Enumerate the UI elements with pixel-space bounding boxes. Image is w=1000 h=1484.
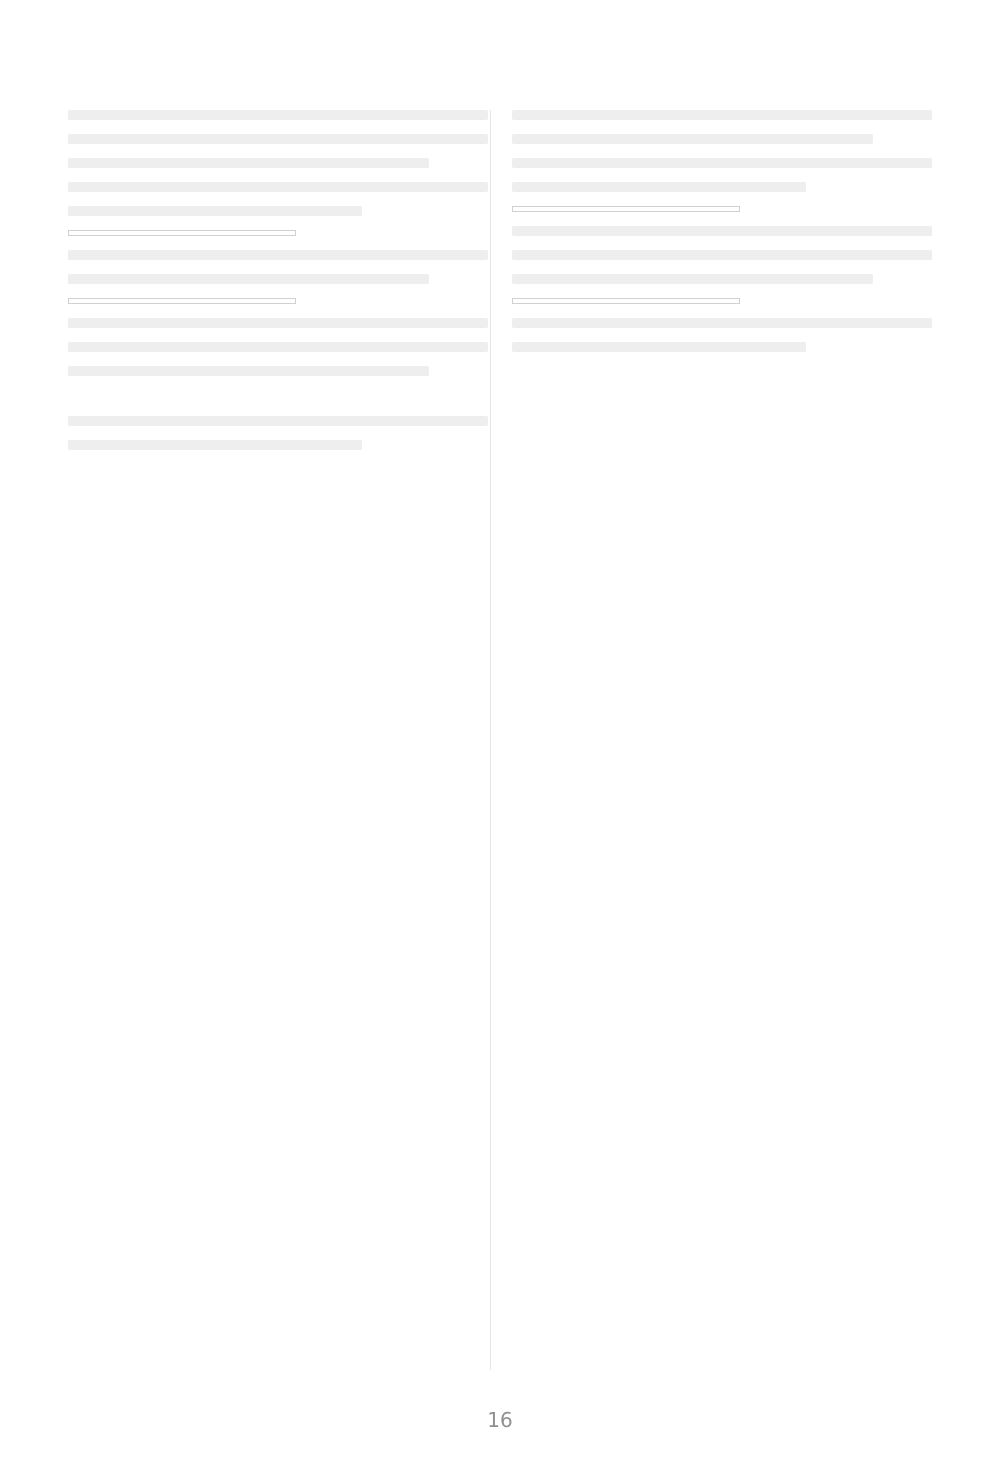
text-line-placeholder xyxy=(68,182,488,192)
text-line-placeholder xyxy=(512,158,932,168)
left-column xyxy=(68,110,488,450)
text-line-placeholder xyxy=(68,158,429,168)
text-line-placeholder xyxy=(512,134,873,144)
section-box xyxy=(512,206,740,212)
text-line-placeholder xyxy=(68,250,488,260)
section-box xyxy=(68,298,296,304)
text-line-placeholder xyxy=(512,226,932,236)
text-line-placeholder xyxy=(512,342,806,352)
column-divider xyxy=(490,110,491,1370)
text-line-placeholder xyxy=(512,250,932,260)
page-number: 16 xyxy=(487,1408,513,1432)
text-line-placeholder xyxy=(68,110,488,120)
text-line-placeholder xyxy=(512,318,932,328)
section-box xyxy=(512,298,740,304)
text-line-placeholder xyxy=(68,274,429,284)
text-line-placeholder xyxy=(68,134,488,144)
text-line-placeholder xyxy=(68,416,488,426)
text-line-placeholder xyxy=(68,440,362,450)
right-column xyxy=(512,110,932,352)
text-line-placeholder xyxy=(512,182,806,192)
text-line-placeholder xyxy=(512,110,932,120)
text-line-placeholder xyxy=(68,318,488,328)
text-line-placeholder xyxy=(68,342,488,352)
text-line-placeholder xyxy=(512,274,873,284)
text-line-placeholder xyxy=(68,366,429,376)
section-heading xyxy=(68,390,488,402)
text-line-placeholder xyxy=(68,206,362,216)
section-box xyxy=(68,230,296,236)
